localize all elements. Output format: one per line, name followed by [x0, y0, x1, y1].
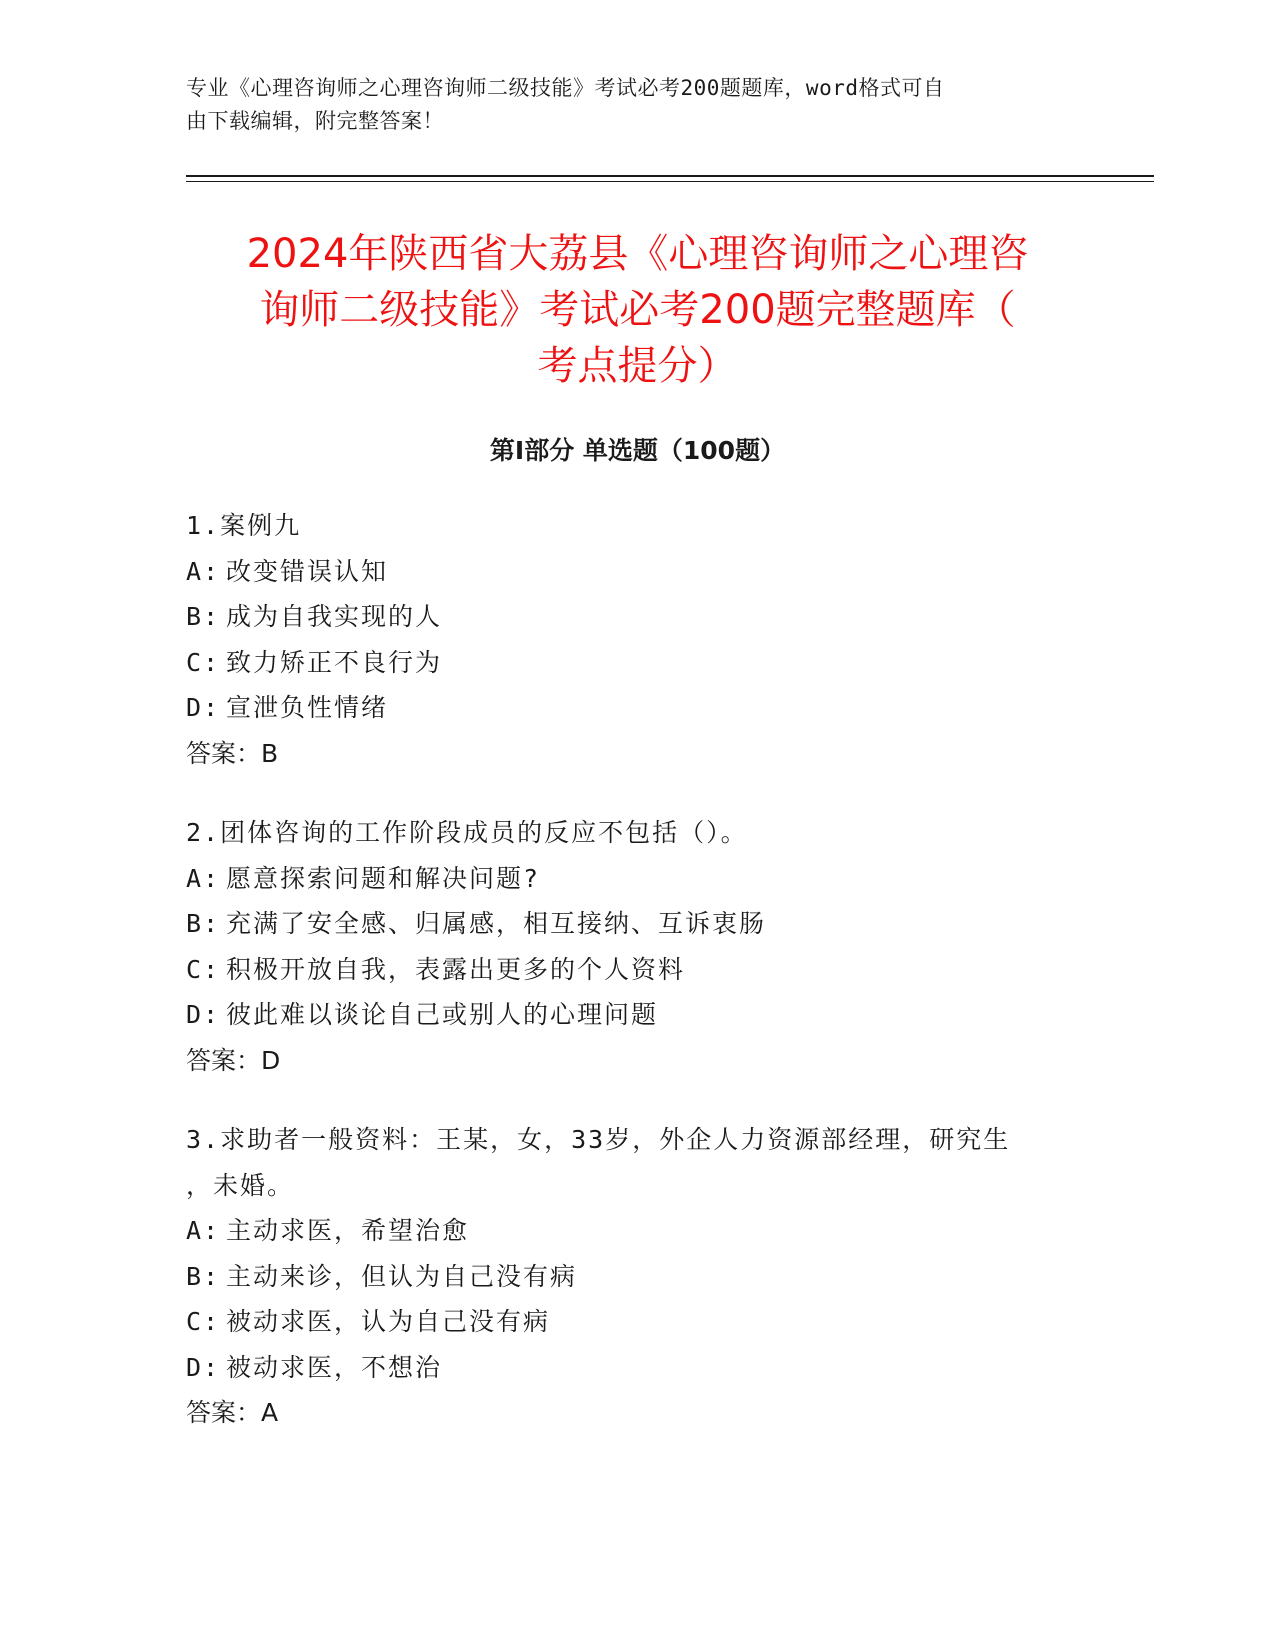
header-note	[186, 72, 1066, 138]
header-note-line-2: 由下载编辑，附完整答案！	[186, 109, 444, 133]
answer-line: 答案：B	[186, 738, 279, 768]
option-text: 积极开放自我，表露出更多的个人资料	[226, 954, 686, 984]
question-stem-line-2: ，未婚。	[186, 1170, 295, 1200]
option-key: D:	[186, 693, 221, 722]
option-d	[186, 685, 1086, 731]
option-key: B:	[186, 602, 221, 631]
option-c	[186, 640, 1086, 686]
header-rule-thick	[186, 175, 1154, 177]
option-d	[186, 1345, 1086, 1391]
option-a	[186, 549, 1086, 595]
option-key: D:	[186, 1000, 221, 1029]
option-a	[186, 1208, 1086, 1254]
option-b	[186, 1254, 1086, 1300]
answer-line: 答案：D	[186, 1045, 281, 1075]
question-1	[186, 503, 1086, 776]
option-key: B:	[186, 1261, 221, 1291]
option-text: 彼此难以谈论自己或别人的心理问题	[226, 1000, 659, 1029]
option-c	[186, 947, 1086, 993]
option-key: D:	[186, 1352, 221, 1382]
option-key: C:	[186, 1307, 221, 1336]
option-key: A:	[186, 1216, 221, 1245]
title-line-1: 2024年陕西省大荔县《心理咨询师之心理咨	[246, 231, 1029, 277]
option-key: A:	[186, 556, 221, 586]
option-text: 愿意探索问题和解决问题?	[226, 863, 541, 893]
option-text: 主动求医，希望治愈	[226, 1216, 470, 1245]
option-text: 改变错误认知	[226, 556, 389, 586]
question-3	[186, 1117, 1086, 1436]
title-line-2: 询师二级技能》考试必考200题完整题库（	[259, 287, 1016, 333]
header-rule-thin	[186, 181, 1154, 182]
option-c	[186, 1299, 1086, 1345]
option-text: 成为自我实现的人	[226, 602, 443, 631]
option-key: A:	[186, 863, 221, 893]
option-b	[186, 594, 1086, 640]
option-text: 充满了安全感、归属感，相互接纳、互诉衷肠	[226, 909, 767, 938]
question-2	[186, 810, 1086, 1083]
question-stem-line-1: 3.求助者一般资料：王某，女，33岁，外企人力资源部经理，研究生	[186, 1125, 1011, 1154]
answer-line: 答案：A	[186, 1398, 279, 1427]
option-key: B:	[186, 909, 221, 938]
option-text: 被动求医，不想治	[226, 1352, 443, 1382]
option-key: C:	[186, 954, 221, 984]
document-title	[170, 226, 1105, 394]
question-stem: 2.团体咨询的工作阶段成员的反应不包括（）。	[186, 818, 748, 847]
option-d	[186, 992, 1086, 1038]
option-a	[186, 856, 1086, 902]
title-line-3: 考点提分）	[537, 343, 738, 389]
option-key: C:	[186, 647, 221, 677]
option-text: 致力矫正不良行为	[226, 647, 443, 677]
section-heading: 第Ⅰ部分 单选题（100题）	[489, 436, 786, 465]
option-b	[186, 901, 1086, 947]
header-note-line-1: 专业《心理咨询师之心理咨询师二级技能》考试必考200题题库，word格式可自	[186, 76, 945, 100]
option-text: 主动来诊，但认为自己没有病	[226, 1261, 578, 1291]
question-stem: 1.案例九	[186, 511, 302, 540]
option-text: 宣泄负性情绪	[226, 693, 389, 722]
option-text: 被动求医，认为自己没有病	[226, 1307, 551, 1336]
